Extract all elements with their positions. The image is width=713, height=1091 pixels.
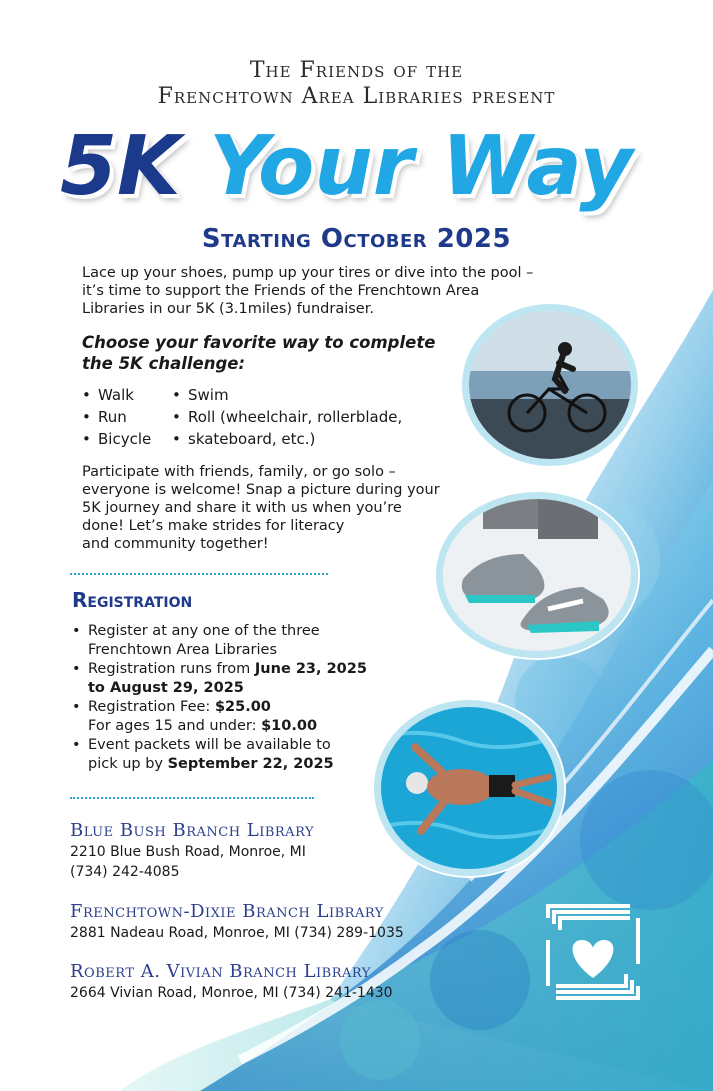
branch-name: Frenchtown-Dixie Branch Library [70, 901, 384, 922]
running-shoes-photo [436, 492, 638, 658]
list-item: • Bicycle [82, 428, 151, 450]
presenter-line-2: Frenchtown Area Libraries present [157, 84, 556, 109]
title-your-way: Your Way [209, 119, 633, 214]
branch-name: Robert A. Vivian Branch Library [70, 961, 371, 982]
branch-address: 2881 Nadeau Road, Monroe, MI (734) 289-1035 [70, 925, 404, 941]
event-title [60, 112, 660, 232]
branch-name: Blue Bush Branch Library [70, 820, 315, 841]
presenter-line-1: The Friends of the [249, 58, 464, 83]
branch-blue-bush [70, 820, 314, 882]
intro-paragraph: Lace up your shoes, pump up your tires or dive into the pool – it’s time to support the Friends of the Frenchtown Area Libraries in our 5K (3.1miles) fundraiser. [82, 265, 534, 317]
branch-phone: (734) 242-4085 [70, 864, 180, 880]
library-heart-logo [538, 900, 648, 1004]
challenge-heading: Choose your favorite way to complete the 5K challenge: [82, 333, 436, 373]
divider [70, 797, 314, 799]
list-item: • skateboard, etc.) [172, 428, 402, 450]
branch-frenchtown-dixie [70, 901, 404, 943]
registration-heading: Registration [72, 588, 193, 612]
activities-list-left [82, 384, 151, 450]
swimmer-photo [374, 700, 564, 876]
list-item: • Registration Fee: $25.00 For ages 15 and under: $10.00 [70, 698, 390, 736]
branch-address: 2210 Blue Bush Road, Monroe, MI [70, 844, 306, 860]
divider [70, 573, 328, 575]
branch-robert-vivian [70, 961, 393, 1003]
activities-list-right [172, 384, 402, 450]
participate-paragraph: Participate with friends, family, or go solo – everyone is welcome! Snap a picture during your 5K journey and share it with us when you’re done! Let’s make strides for literacy and community together! [82, 464, 440, 552]
title-5k: 5K [60, 119, 181, 214]
cyclist-photo [462, 304, 638, 466]
list-item: • Run [82, 406, 151, 428]
list-item: • Event packets will be available to pick up by September 22, 2025 [70, 736, 390, 774]
list-item: • Register at any one of the three Frenchtown Area Libraries [70, 622, 390, 660]
branch-address: 2664 Vivian Road, Monroe, MI (734) 241-1430 [70, 985, 393, 1001]
list-item: • Registration runs from June 23, 2025 to August 29, 2025 [70, 660, 390, 698]
list-item: • Roll (wheelchair, rollerblade, [172, 406, 402, 428]
registration-list [70, 622, 390, 774]
list-item: • Walk [82, 384, 151, 406]
start-date-subtitle: Starting October 2025 [201, 224, 512, 254]
list-item: • Swim [172, 384, 402, 406]
